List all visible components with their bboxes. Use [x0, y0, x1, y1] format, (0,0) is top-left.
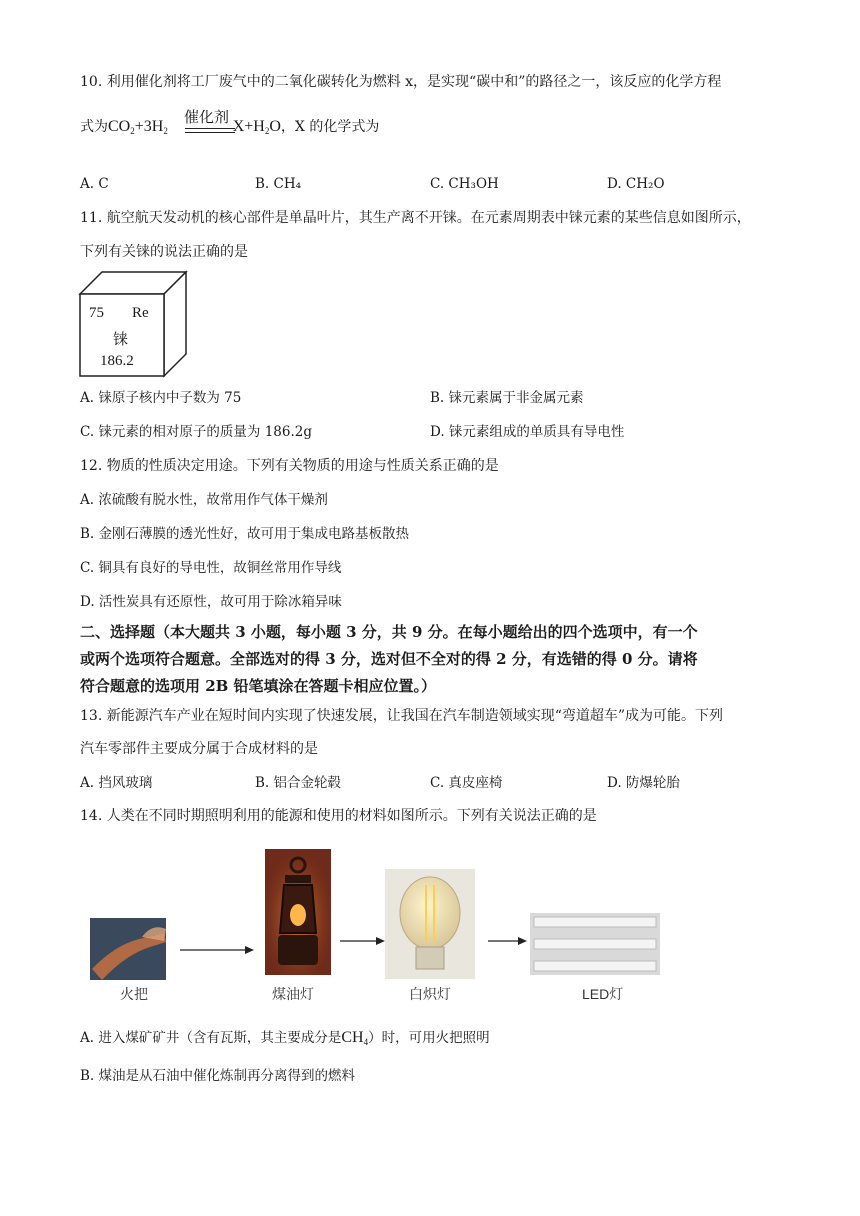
atomic-mass: 186.2 — [100, 353, 134, 369]
q14-stem: 14. 人类在不同时期照明利用的能源和使用的材料如图所示。下列有关说法正确的是 — [80, 808, 597, 824]
caption-incandescent: 白炽灯 — [409, 986, 451, 1002]
caption-led: LED灯 — [582, 986, 624, 1002]
q13-option-c: C. 真皮座椅 — [430, 775, 503, 791]
eq-prefix: 式为 — [80, 119, 108, 135]
caption-kerosene-lamp: 煤油灯 — [272, 986, 314, 1002]
catalyst-label: 催化剂 — [184, 108, 230, 126]
equation-double-line — [185, 128, 235, 133]
section2-heading-line2: 或两个选项符合题意。全部选对的得 3 分，选对但不全对的得 2 分，有选错的得 0 分。请将 — [80, 650, 698, 668]
q11-option-d: D. 铼元素组成的单质具有导电性 — [430, 424, 625, 440]
element-name: 铼 — [113, 332, 129, 348]
section2-heading-line3: 符合题意的选项用 2B 铅笔填涂在答题卡相应位置。） — [80, 677, 437, 695]
q10-option-b: B. CH₄ — [255, 176, 302, 192]
q11-option-a: A. 铼原子核内中子数为 75 — [80, 390, 242, 406]
element-symbol: Re — [132, 305, 149, 321]
q12-stem: 12. 物质的性质决定用途。下列有关物质的用途与性质关系正确的是 — [80, 458, 499, 474]
eq-suffix: ，X 的化学式为 — [280, 119, 380, 135]
q10-option-c: C. CH₃OH — [430, 176, 499, 192]
q10-option-d: D. CH₂O — [607, 176, 665, 192]
q10-option-a: A. C — [80, 176, 109, 192]
q11-stem-line1: 11. 航空航天发动机的核心部件是单晶叶片，其生产离不开铼。在元素周期表中铼元素的某些信息如图所示， — [80, 210, 751, 226]
q11-option-b: B. 铼元素属于非金属元素 — [430, 390, 584, 406]
kerosene-lamp-image — [265, 849, 331, 975]
caption-torch: 火把 — [120, 986, 148, 1002]
q13-option-d: D. 防爆轮胎 — [607, 775, 680, 791]
eq-co2: $CO_2+3H_2$ — [108, 118, 168, 136]
q12-option-a: A. 浓硫酸有脱水性，故常用作气体干燥剂 — [80, 492, 328, 508]
section2-heading-line1: 二、选择题（本大题共 3 小题，每小题 3 分，共 9 分。在每小题给出的四个选项中，有一个 — [80, 623, 698, 641]
eq-products: $X+H_2O$ — [232, 118, 281, 136]
q10-equation — [80, 116, 379, 136]
lighting-history-figure — [80, 845, 680, 1005]
q14-option-a: A. 进入煤矿矿井（含有瓦斯，其主要成分是$CH_4$）时，可用火把照明 — [80, 1029, 490, 1047]
q11-option-c: C. 铼元素的相对原子的质量为 186.2g — [80, 424, 313, 440]
incandescent-bulb-image — [385, 869, 475, 979]
q13-stem-line2: 汽车零部件主要成分属于合成材料的是 — [80, 741, 318, 757]
q13-stem-line1: 13. 新能源汽车产业在短时间内实现了快速发展，让我国在汽车制造领域实现“弯道超车”成为可能。下列 — [80, 708, 724, 724]
q12-option-c: C. 铜具有良好的导电性，故铜丝常用作导线 — [80, 560, 342, 576]
q11-stem-line2: 下列有关铼的说法正确的是 — [80, 244, 248, 260]
q14-option-b: B. 煤油是从石油中催化炼制再分离得到的燃料 — [80, 1068, 356, 1084]
q13-option-b: B. 铝合金轮毂 — [255, 775, 342, 791]
q10-stem-line1: 10. 利用催化剂将工厂废气中的二氧化碳转化为燃料 x，是实现“碳中和”的路径之一，该反应的化学方程 — [80, 74, 722, 90]
torch-image — [90, 918, 166, 980]
led-light-image — [530, 913, 660, 975]
q13-option-a: A. 挡风玻璃 — [80, 775, 153, 791]
atomic-number: 75 — [89, 305, 104, 321]
q12-option-b: B. 金刚石薄膜的透光性好，故可用于集成电路基板散热 — [80, 526, 410, 542]
q12-option-d: D. 活性炭具有还原性，故可用于除冰箱异味 — [80, 594, 342, 610]
